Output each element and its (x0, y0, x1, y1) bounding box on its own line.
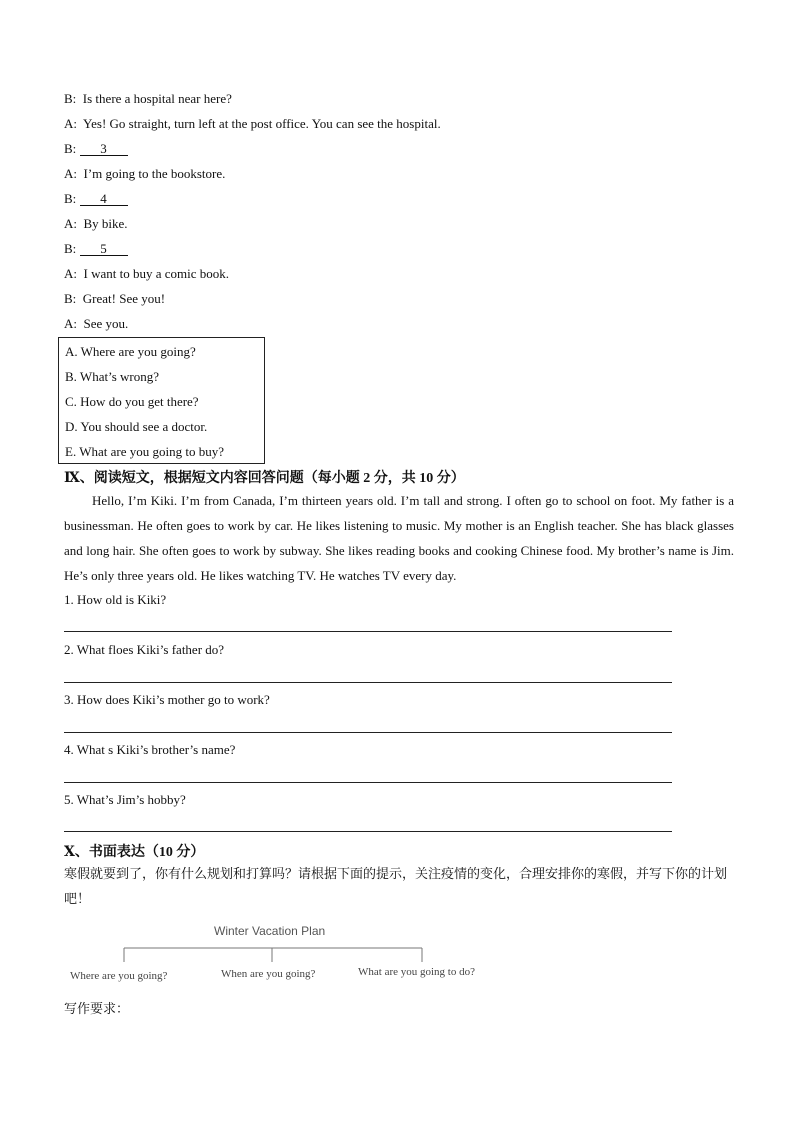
speaker-label: B: (64, 91, 77, 106)
question-item: 3. How does Kiki’s mother go to work? (64, 692, 270, 707)
speaker-label: B: (64, 241, 77, 256)
answer-blank-3[interactable]: 3 (80, 142, 128, 156)
dialogue-text: I’m going to the bookstore. (83, 166, 226, 181)
diagram-branch: What are you going to do? (358, 966, 475, 978)
answer-line[interactable] (64, 682, 672, 683)
speaker-label: A: (64, 266, 77, 281)
answer-line[interactable] (64, 732, 672, 733)
speaker-label: A: (64, 166, 77, 181)
question-item: 1. How old is Kiki? (64, 592, 167, 607)
question-item: 5. What’s Jim’s hobby? (64, 792, 186, 807)
option-item: B. What’s wrong? (65, 369, 159, 384)
speaker-label: B: (64, 191, 77, 206)
answer-blank-4[interactable]: 4 (80, 192, 128, 206)
speaker-label: B: (64, 291, 77, 306)
winter-vacation-plan-diagram (64, 918, 504, 988)
answer-line[interactable] (64, 631, 672, 632)
answer-line[interactable] (64, 831, 672, 832)
dialogue-text: By bike. (83, 216, 128, 231)
dialogue-line (64, 316, 128, 332)
dialogue-text: Yes! Go straight, turn left at the post office. You can see the hospital. (83, 116, 441, 131)
dialogue-line (64, 241, 128, 257)
answer-line[interactable] (64, 782, 672, 783)
section-10-heading: Ⅹ、书面表达（10 分） (64, 845, 205, 860)
dialogue-line (64, 91, 232, 107)
diagram-branch: Where are you going? (70, 970, 168, 982)
dialogue-line (64, 116, 441, 132)
dialogue-line (64, 141, 128, 157)
options-box (58, 337, 265, 464)
dialogue-text: Is there a hospital near here? (82, 91, 232, 106)
question-item: 4. What s Kiki’s brother’s name? (64, 742, 236, 757)
dialogue-line (64, 266, 229, 282)
requirements-label: 写作要求： (64, 1002, 130, 1017)
diagram-branch: When are you going? (221, 968, 316, 980)
speaker-label: A: (64, 116, 77, 131)
section-9-heading: Ⅸ、阅读短文，根据短文内容回答问题（每小题 2 分，共 10 分） (64, 471, 465, 486)
speaker-label: A: (64, 216, 77, 231)
dialogue-line (64, 291, 165, 307)
dialogue-text: See you. (83, 316, 129, 331)
speaker-label: B: (64, 141, 77, 156)
writing-instructions: 寒假就要到了，你有什么规划和打算吗？请根据下面的提示，关注疫情的变化，合理安排你的寒假，并写下你的计划吧！ (64, 867, 728, 907)
diagram-title: Winter Vacation Plan (214, 924, 326, 938)
option-item: D. You should see a doctor. (65, 419, 208, 434)
option-item: E. What are you going to buy? (65, 444, 224, 459)
reading-passage: Hello, I’m Kiki. I’m from Canada, I’m thirteen years old. I’m tall and strong. I often go to school on foot. My father is a businessman. He often goes to work by car. He likes listening to music. My mother is an English teacher. She has black glasses and long hair. She often goes to work by subway. She likes reading books and cooking Chinese food. My brother’s name is Jim. He’s only three years old. He likes watching TV. He watches TV every day. (64, 493, 734, 583)
dialogue-line (64, 216, 128, 232)
dialogue-text: Great! See you! (82, 291, 166, 306)
speaker-label: A: (64, 316, 77, 331)
dialogue-line (64, 191, 128, 207)
answer-blank-5[interactable]: 5 (80, 242, 128, 256)
dialogue-line (64, 166, 225, 182)
option-item: A. Where are you going? (65, 344, 196, 359)
question-item: 2. What floes Kiki’s father do? (64, 642, 225, 657)
option-item: C. How do you get there? (65, 394, 199, 409)
dialogue-text: I want to buy a comic book. (83, 266, 229, 281)
